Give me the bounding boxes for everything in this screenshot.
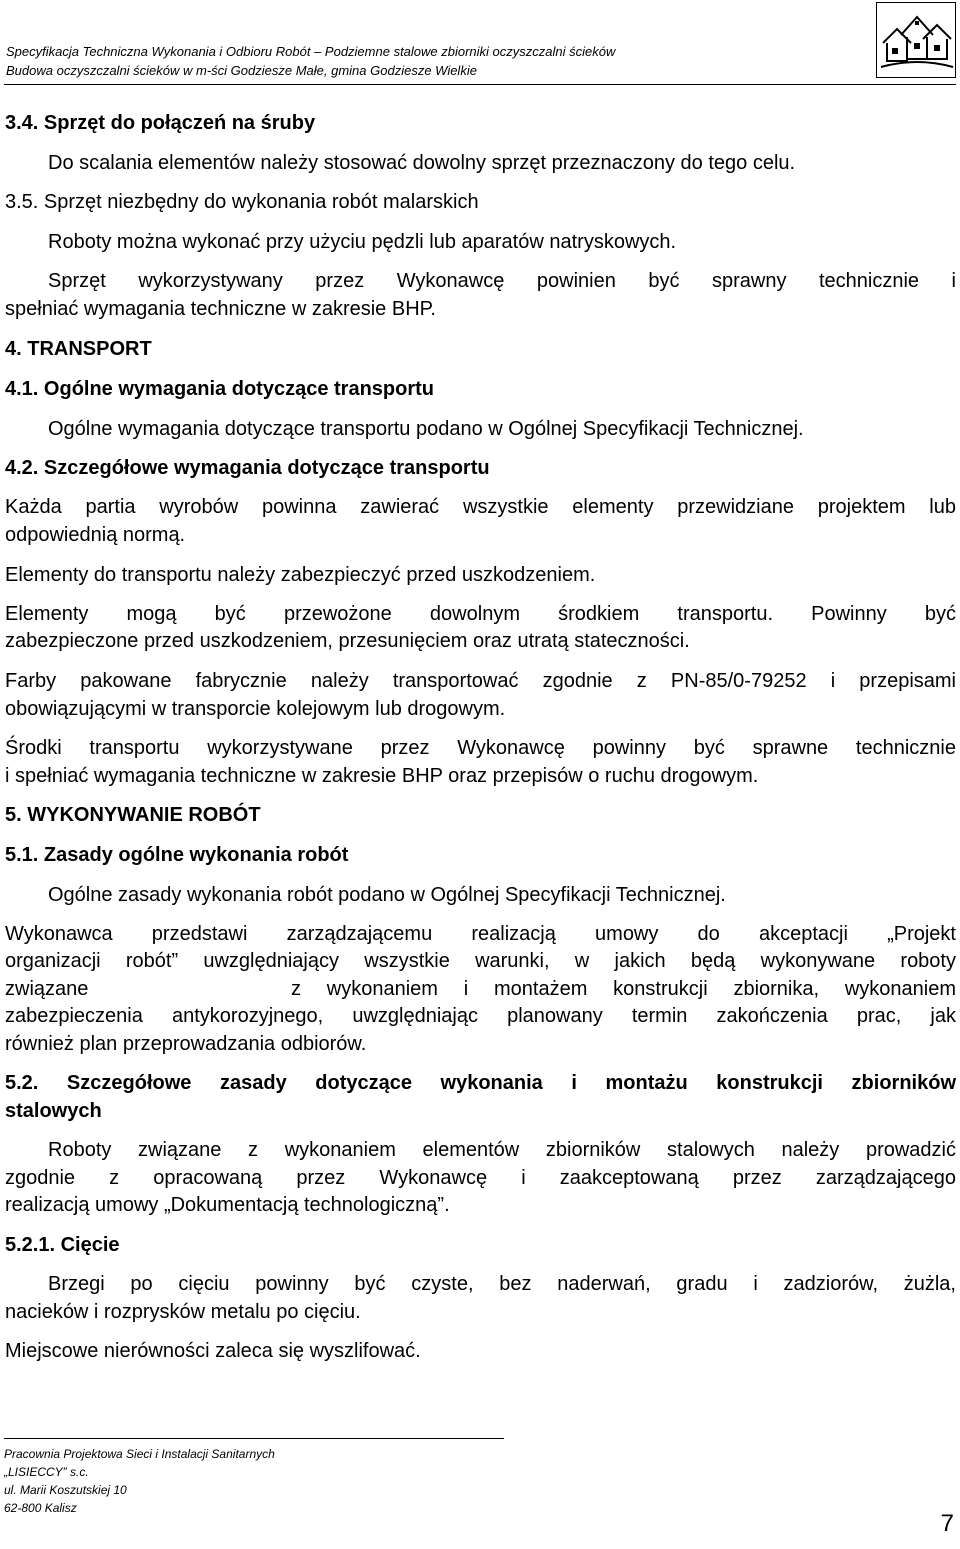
footer-company-name: „LISIECCY” s.c. bbox=[4, 1465, 89, 1479]
paragraph-4-2-a-line1: Każda partia wyrobów powinna zawierać wszystkie elementy przewidziane projektem lub bbox=[5, 496, 956, 518]
paragraph-4-2-e-line1: Środki transportu wykorzystywane przez Wykonawcę powinny być sprawne technicznie bbox=[5, 737, 956, 759]
paragraph-4-2-c-line2: zabezpieczone przed uszkodzeniem, przesunięciem oraz utratą stateczności. bbox=[5, 630, 690, 652]
page-header bbox=[6, 42, 866, 80]
paragraph-5-1-b-line3-start: związane bbox=[5, 978, 89, 1000]
paragraph-4-2-d-line2: obowiązującymi w transporcie kolejowym lub drogowym. bbox=[5, 698, 506, 720]
footer-city: 62-800 Kalisz bbox=[4, 1501, 77, 1515]
heading-5-2-1: 5.2.1. Cięcie bbox=[5, 1234, 120, 1256]
paragraph-5-1-a: Ogólne zasady wykonania robót podano w Ogólnej Specyfikacji Technicznej. bbox=[48, 884, 726, 906]
footer-street: ul. Marii Koszutskiej 10 bbox=[4, 1483, 127, 1497]
paragraph-4-2-d-line1: Farby pakowane fabrycznie należy transportować zgodnie z PN-85/0-79252 i przepisami bbox=[5, 670, 956, 692]
heading-5-2-line1: 5.2. Szczegółowe zasady dotyczące wykonania i montażu konstrukcji zbiorników bbox=[5, 1072, 956, 1094]
paragraph-4-2-e-line2: i spełniać wymagania techniczne w zakresie BHP oraz przepisów o ruchu drogowym. bbox=[5, 765, 759, 787]
heading-3-4: 3.4. Sprzęt do połączeń na śruby bbox=[5, 112, 316, 134]
paragraph-4-2-b: Elementy do transportu należy zabezpieczyć przed uszkodzeniem. bbox=[5, 564, 596, 586]
page-number: 7 bbox=[940, 1510, 954, 1537]
paragraph-3-4: Do scalania elementów należy stosować dowolny sprzęt przeznaczony do tego celu. bbox=[48, 152, 796, 174]
paragraph-5-1-b-line3-end: z wykonaniem i montażem konstrukcji zbiornika, wykonaniem bbox=[291, 978, 956, 1000]
page-footer bbox=[4, 1445, 604, 1517]
paragraph-5-1-b-line5: również plan przeprowadzania odbiorów. bbox=[5, 1033, 367, 1055]
paragraph-5-2-line3: realizacją umowy „Dokumentacją technologiczną”. bbox=[5, 1194, 450, 1216]
footer-company-line: Pracownia Projektowa Sieci i Instalacji Sanitarnych bbox=[4, 1447, 275, 1461]
houses-logo-graphic bbox=[877, 3, 955, 77]
paragraph-5-1-b-line1: Wykonawca przedstawi zarządzającemu realizacją umowy do akceptacji „Projekt bbox=[5, 923, 956, 945]
paragraph-5-2-1-b: Miejscowe nierówności zaleca się wyszlifować. bbox=[5, 1340, 421, 1362]
paragraph-5-1-b-line4: zabezpieczenia antykorozyjnego, uwzględniając planowany termin zakończenia prac, jak bbox=[5, 1005, 956, 1027]
paragraph-3-5-a: Roboty można wykonać przy użyciu pędzli lub aparatów natryskowych. bbox=[48, 231, 677, 253]
paragraph-4-2-c-line1: Elementy mogą być przewożone dowolnym środkiem transportu. Powinny być bbox=[5, 603, 956, 625]
houses-logo-icon bbox=[876, 2, 956, 78]
paragraph-5-2-1-a-line1: Brzegi po cięciu powinny być czyste, bez naderwań, gradu i zadziorów, żużla, bbox=[48, 1273, 956, 1295]
paragraph-4-2-a-line2: odpowiednią normą. bbox=[5, 524, 186, 546]
paragraph-4-1: Ogólne wymagania dotyczące transportu podano w Ogólnej Specyfikacji Technicznej. bbox=[48, 418, 804, 440]
footer-divider bbox=[4, 1438, 504, 1439]
header-divider bbox=[4, 84, 956, 85]
paragraph-3-5-b-line1: Sprzęt wykorzystywany przez Wykonawcę powinien być sprawny technicznie i bbox=[48, 270, 956, 292]
heading-4-1: 4.1. Ogólne wymagania dotyczące transportu bbox=[5, 378, 435, 400]
paragraph-5-2-line1: Roboty związane z wykonaniem elementów zbiorników stalowych należy prowadzić bbox=[48, 1139, 956, 1161]
heading-5: 5. WYKONYWANIE ROBÓT bbox=[5, 804, 261, 826]
heading-5-1: 5.1. Zasady ogólne wykonania robót bbox=[5, 844, 349, 866]
paragraph-5-1-b-line2: organizacji robót” uwzględniający wszystkie warunki, w jakich będą wykonywane roboty bbox=[5, 950, 956, 972]
heading-3-5: 3.5. Sprzęt niezbędny do wykonania robót malarskich bbox=[5, 191, 479, 213]
paragraph-5-2-line2: zgodnie z opracowaną przez Wykonawcę i zaakceptowaną przez zarządzającego bbox=[5, 1167, 956, 1189]
header-project-line: Budowa oczyszczalni ścieków w m-ści Godziesze Małe, gmina Godziesze Wielkie bbox=[6, 63, 477, 78]
paragraph-5-2-1-a-line2: nacieków i rozprysków metalu po cięciu. bbox=[5, 1301, 361, 1323]
header-title-line: Specyfikacja Techniczna Wykonania i Odbioru Robót – Podziemne stalowe zbiorniki oczyszczalni ścieków bbox=[6, 44, 616, 59]
heading-5-2-line2: stalowych bbox=[5, 1100, 102, 1122]
heading-4: 4. TRANSPORT bbox=[5, 338, 152, 360]
heading-4-2: 4.2. Szczegółowe wymagania dotyczące transportu bbox=[5, 457, 490, 479]
paragraph-3-5-b-line2: spełniać wymagania techniczne w zakresie BHP. bbox=[5, 298, 436, 320]
